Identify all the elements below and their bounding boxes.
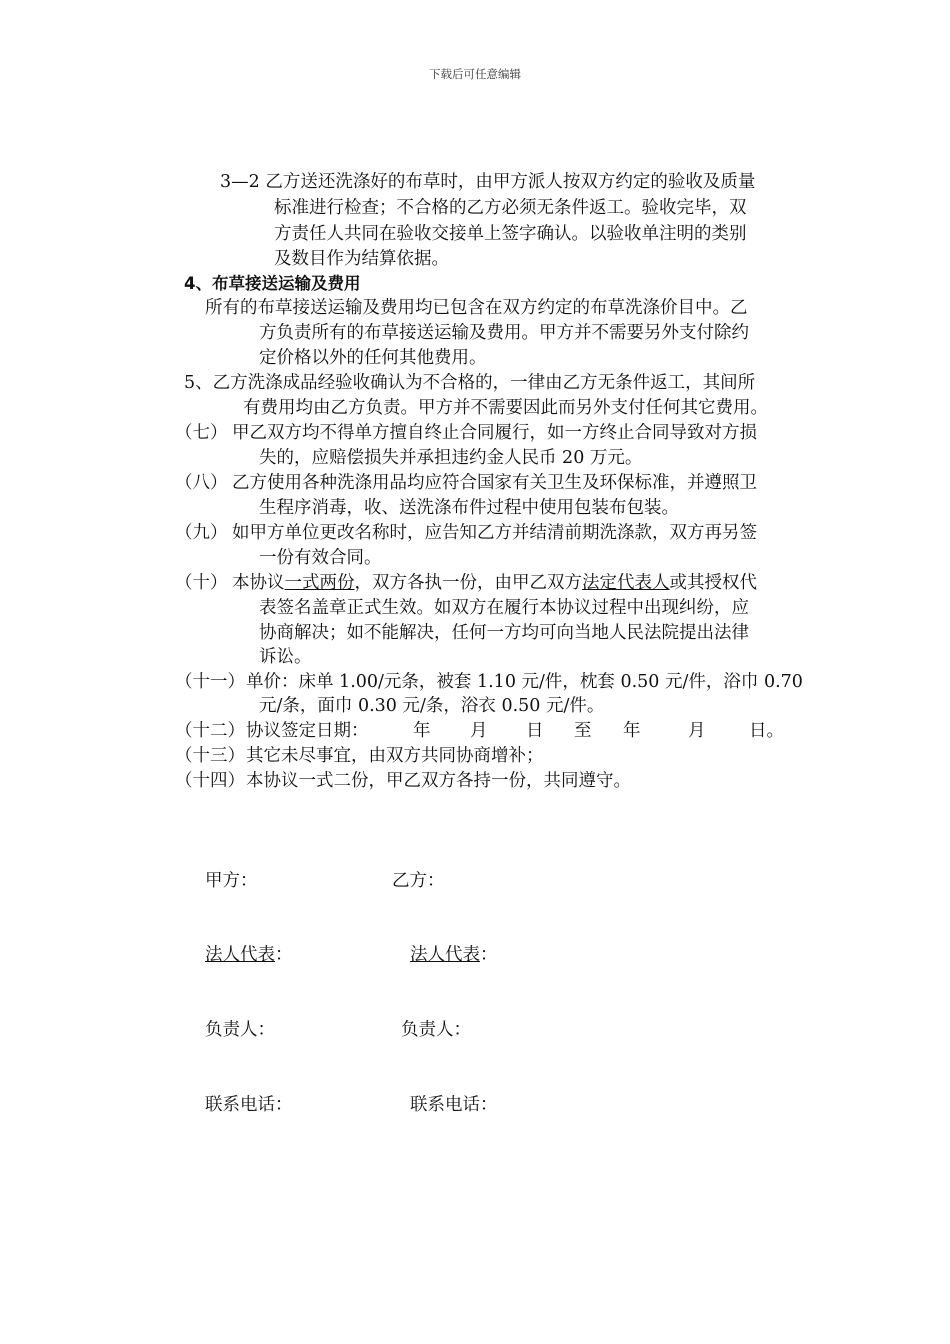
- clause-12-month-2: 月: [688, 721, 706, 741]
- clause-14-number: （十四）: [175, 771, 245, 791]
- party-a-legal-rep-colon: ：: [275, 945, 293, 965]
- clause-13-number: （十三）: [175, 746, 245, 766]
- clause-10-text-a: 本协议: [232, 573, 285, 593]
- clause-3-2-line-2: 标准进行检查；不合格的乙方必须无条件返工。验收完毕，双: [274, 198, 747, 218]
- party-b-legal-rep-colon: ：: [480, 945, 498, 965]
- clause-12-day-1: 日: [526, 721, 544, 741]
- clause-11-number: （十一）: [175, 672, 245, 692]
- section-4-line-1: 所有的布草接送运输及费用均已包含在双方约定的布草洗涤价目中。乙: [205, 298, 748, 318]
- clause-10-text-c: ，双方各执一份，由甲乙双方: [354, 573, 582, 593]
- clause-7-line-2: 失的，应赔偿损失并承担违约金人民币 20 万元。: [259, 448, 643, 468]
- page-header: 下载后可任意编辑: [429, 67, 521, 81]
- clause-8-line-1: 乙方使用各种洗涤用品均应符合国家有关卫生及环保标准，并遵照卫: [232, 473, 757, 493]
- clause-12-year-2: 年: [623, 721, 641, 741]
- clause-3-2-line-4: 及数目作为结算依据。: [274, 249, 449, 269]
- clause-10-line-2: 表签名盖章正式生效。如双方在履行本协议过程中出现纠纷，应: [259, 598, 749, 618]
- clause-12-number: （十二）: [175, 721, 245, 741]
- clause-9-line-1: 如甲方单位更改名称时，应告知乙方并结清前期洗涤款，双方再另签: [232, 523, 757, 543]
- clause-12-year-1: 年: [413, 721, 431, 741]
- clause-3-2-line-1: 3—2 乙方送还洗涤好的布草时，由甲方派人按双方约定的验收及质量: [220, 172, 756, 192]
- party-b-phone: 联系电话：: [410, 1095, 498, 1115]
- clause-12-day-2: 日。: [749, 721, 784, 741]
- clause-12-month-1: 月: [470, 721, 488, 741]
- clause-11-line-2: 元/条，面巾 0.30 元/条，浴衣 0.50 元/件。: [259, 696, 605, 716]
- section-4-line-3: 定价格以外的任何其他费用。: [259, 348, 487, 368]
- clause-8-number: （八）: [175, 473, 228, 493]
- party-b-legal-rep-underlined: 法人代表: [410, 945, 480, 965]
- clause-9-line-2: 一份有效合同。: [259, 548, 382, 568]
- clause-14-text: 本协议一式二份，甲乙双方各持一份，共同遵守。: [246, 771, 631, 791]
- party-b-legal-rep: [410, 943, 498, 967]
- clause-7-number: （七）: [175, 423, 228, 443]
- clause-12-to: 至: [574, 721, 592, 741]
- section-4-title: 4、布草接送运输及费用: [184, 274, 361, 293]
- section-4-line-2: 方负责所有的布草接送运输及费用。甲方并不需要另外支付除约: [259, 323, 749, 343]
- party-a-legal-rep-underlined: 法人代表: [205, 945, 275, 965]
- party-b-label: 乙方：: [392, 871, 445, 891]
- clause-13-text: 其它未尽事宜，由双方共同协商增补；: [246, 746, 544, 766]
- party-a-legal-rep: [205, 943, 293, 967]
- clause-12-label: 协议签定日期：: [246, 721, 369, 741]
- clause-10-line-4: 诉讼。: [259, 647, 312, 667]
- party-a-responsible: 负责人：: [205, 1020, 275, 1040]
- section-5-line-1: 5、乙方洗涤成品经验收确认为不合格的，一律由乙方无条件返工，其间所: [184, 373, 756, 393]
- clause-10-copies-underlined: 一式两份: [284, 573, 355, 593]
- clause-9-number: （九）: [175, 523, 228, 543]
- party-b-responsible: 负责人：: [401, 1020, 471, 1040]
- party-a-phone: 联系电话：: [205, 1095, 293, 1115]
- clause-10-line-3: 协商解决；如不能解决，任何一方均可向当地人民法院提出法律: [259, 623, 749, 643]
- clause-10-text-e: 或其授权代: [669, 573, 757, 593]
- clause-11-line-1: 单价：床单 1.00/元条，被套 1.10 元/件，枕套 0.50 元/件，浴巾 0.70: [246, 672, 803, 692]
- clause-10-line-1: [232, 571, 757, 595]
- clause-3-2-line-3: 方责任人共同在验收交接单上签字确认。以验收单注明的类别: [274, 224, 747, 244]
- clause-7-line-1: 甲乙双方均不得单方擅自终止合同履行，如一方终止合同导致对方损: [232, 423, 757, 443]
- clause-10-legal-rep-underlined: 法定代表人: [582, 573, 670, 593]
- clause-8-line-2: 生程序消毒，收、送洗涤布件过程中使用包装布包装。: [259, 498, 679, 518]
- party-a-label: 甲方：: [205, 871, 258, 891]
- clause-10-number: （十）: [175, 573, 228, 593]
- section-5-line-2: 有费用均由乙方负责。甲方并不需要因此而另外支付任何其它费用。: [243, 398, 768, 418]
